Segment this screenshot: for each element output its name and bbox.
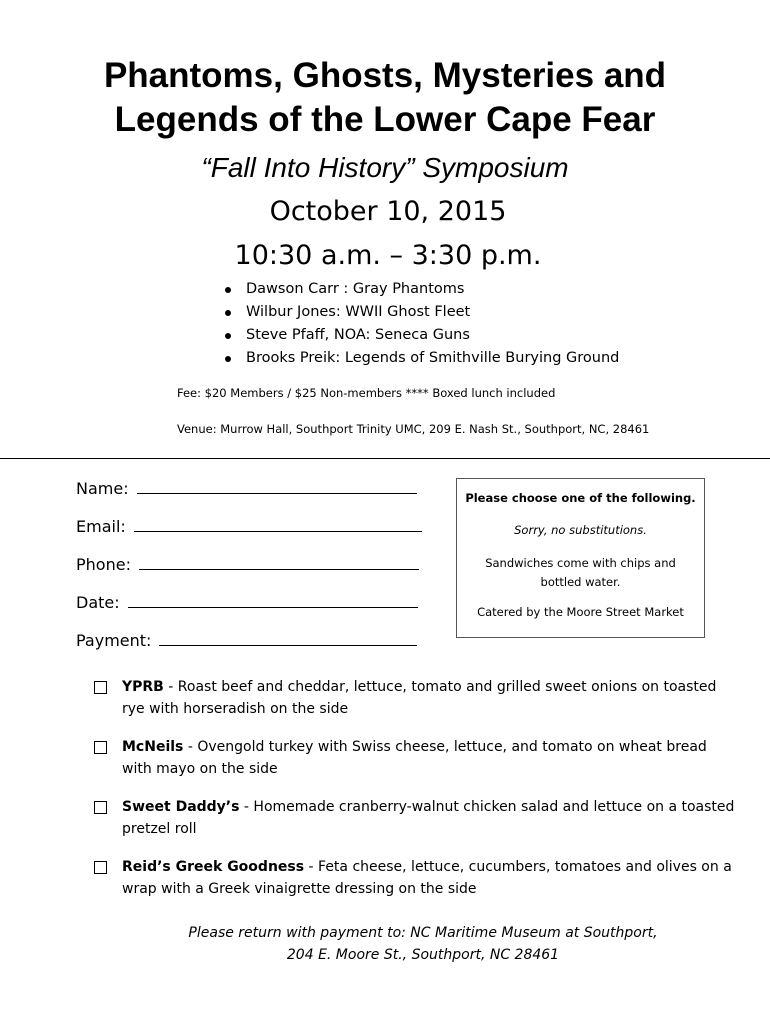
menu-option-name: YPRB — [122, 679, 164, 695]
bullet-icon — [225, 287, 231, 293]
menu-option-text — [122, 676, 737, 720]
checkbox[interactable] — [94, 681, 107, 694]
return-instructions — [0, 922, 770, 966]
speaker-item — [222, 278, 619, 301]
bullet-icon — [225, 333, 231, 339]
speaker-item — [222, 324, 619, 347]
email-field — [76, 513, 422, 538]
event-title — [0, 54, 770, 142]
info-box-heading: Please choose one of the following. — [465, 491, 696, 505]
event-subtitle: “Fall Into History” Symposium — [201, 152, 569, 183]
bullet-icon — [225, 356, 231, 362]
name-field — [76, 475, 417, 500]
menu-option-text — [122, 856, 737, 900]
menu-option-desc: - Roast beef and cheddar, lettuce, tomato and grilled sweet onions on toasted rye with horseradish on the side — [122, 679, 717, 717]
event-time: 10:30 a.m. – 3:30 p.m. — [234, 240, 542, 271]
speaker-text: Dawson Carr : Gray Phantoms — [246, 281, 465, 297]
fee-info: Fee: $20 Members / $25 Non-members **** Boxed lunch included — [177, 386, 556, 400]
menu-option-desc: - Ovengold turkey with Swiss cheese, lettuce, and tomato on wheat bread with mayo on the side — [122, 739, 707, 777]
event-date: October 10, 2015 — [269, 196, 507, 227]
menu-option-name: Reid’s Greek Goodness — [122, 859, 305, 875]
menu-option-desc: - Feta cheese, lettuce, cucumbers, tomatoes and olives on a wrap with a Greek vinaigrette dressing on the side — [122, 859, 732, 897]
phone-label: Phone: — [76, 555, 131, 574]
name-input-line[interactable] — [137, 475, 417, 494]
speaker-text: Wilbur Jones: WWII Ghost Fleet — [246, 304, 471, 320]
speaker-item — [222, 301, 619, 324]
payment-field — [76, 627, 417, 652]
email-input-line[interactable] — [134, 513, 422, 532]
phone-input-line[interactable] — [139, 551, 419, 570]
info-box-sides: Sandwiches come with chips and bottled water. — [485, 556, 676, 589]
payment-input-line[interactable] — [159, 627, 417, 646]
checkbox[interactable] — [94, 861, 107, 874]
menu-option-name: Sweet Daddy’s — [122, 799, 240, 815]
lunch-info-box — [456, 478, 705, 638]
title-line-1: Phantoms, Ghosts, Mysteries and — [103, 56, 667, 95]
venue-info: Venue: Murrow Hall, Southport Trinity UMC, 209 E. Nash St., Southport, NC, 28461 — [177, 422, 650, 436]
checkbox[interactable] — [94, 801, 107, 814]
checkbox[interactable] — [94, 741, 107, 754]
date-field — [76, 589, 418, 614]
return-line-2: 204 E. Moore St., Southport, NC 28461 — [286, 947, 560, 963]
date-input-line[interactable] — [128, 589, 418, 608]
date-label: Date: — [76, 593, 120, 612]
speaker-text: Brooks Preik: Legends of Smithville Burying Ground — [246, 350, 620, 366]
bullet-icon — [225, 310, 231, 316]
speaker-list — [222, 278, 619, 370]
menu-option-text — [122, 736, 737, 780]
info-box-note: Sorry, no substitutions. — [514, 523, 647, 537]
phone-field — [76, 551, 419, 576]
payment-label: Payment: — [76, 631, 152, 650]
return-line-1: Please return with payment to: NC Maritime Museum at Southport, — [188, 925, 658, 941]
section-divider — [0, 458, 770, 459]
speaker-text: Steve Pfaff, NOA: Seneca Guns — [246, 327, 470, 343]
email-label: Email: — [76, 517, 126, 536]
menu-option-text — [122, 796, 737, 840]
title-line-2: Legends of the Lower Cape Fear — [114, 100, 656, 139]
speaker-item — [222, 347, 619, 370]
menu-option-desc: - Homemade cranberry-walnut chicken salad and lettuce on a toasted pretzel roll — [122, 799, 735, 837]
name-label: Name: — [76, 479, 129, 498]
menu-option-name: McNeils — [122, 739, 184, 755]
info-box-caterer: Catered by the Moore Street Market — [477, 605, 684, 619]
